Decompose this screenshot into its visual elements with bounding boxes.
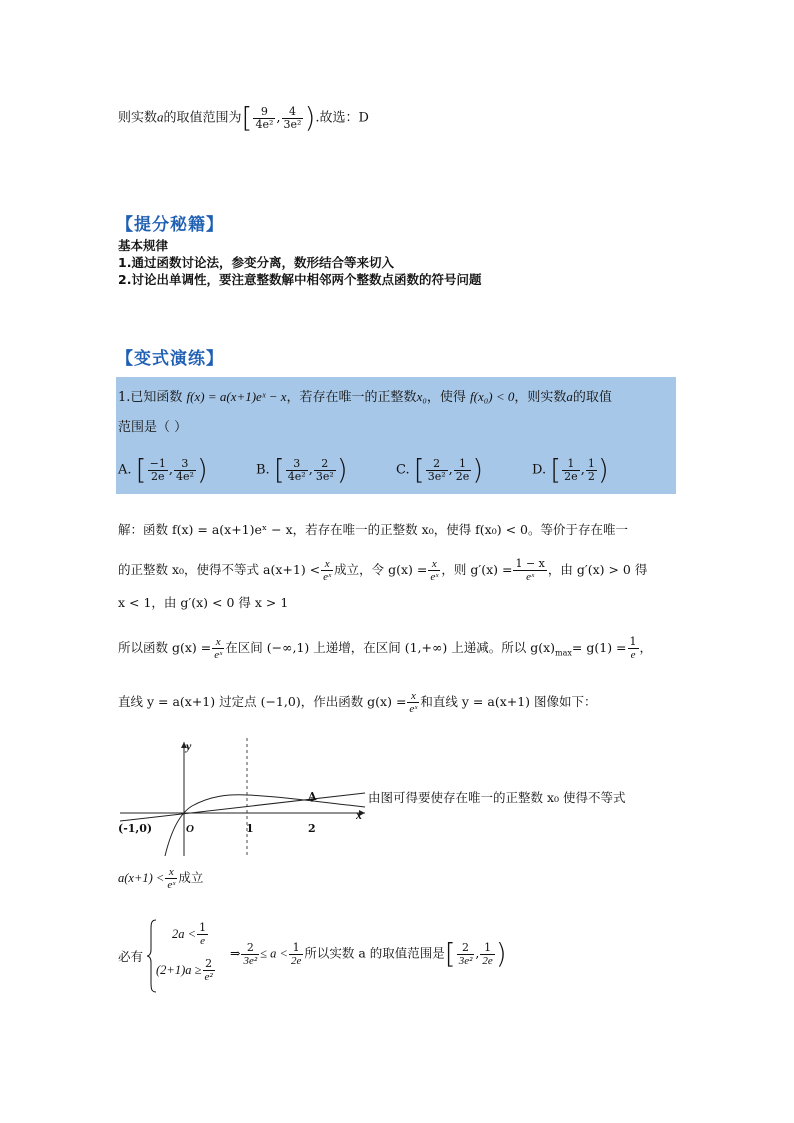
conclusion-line: 则实数a的取值范围为[ $\frac{9}{\text{4e²}}$ , $\frac{4}{\text{3e²}}$ ).故选：D — [118, 101, 369, 134]
question-line-1: 1.已知函数 f(x) = a(x+1)eˣ − x，若存在唯一的正整数x₀，使得 f(x₀) < 0，则实数a的取值 — [118, 389, 612, 405]
line-y-a-x-plus-1 — [120, 793, 365, 821]
solution-line-2: 的正整数 x₀，使得不等式 a(x+1) < $\frac{x}{\text{eˣ}}$ 成立，令 g(x) = $\frac{x}{\text{eˣ}}$ ，则 g′(x) = $\frac{1 - x}{\text{eˣ}}$ ，由 g′(x) > 0 得 — [118, 557, 648, 583]
tips-item-1: 1.通过函数讨论法，参变分离，数形结合等来切入 — [118, 255, 394, 270]
point-neg1-label: (-1,0) — [118, 822, 153, 835]
question-function: f(x) = a(x+1)eˣ − x — [186, 389, 287, 404]
question-line-2: 范围是（ ） — [118, 420, 188, 435]
must-label: 必有 — [118, 949, 144, 964]
tips-item-2: 2.讨论出单调性，要注意整数解中相邻两个整数点函数的符号问题 — [118, 272, 482, 287]
option-b[interactable]: B. [ $\frac{3}{\text{4e²}}$ , $\frac{2}{\text{3e²}}$ ) — [256, 453, 348, 486]
x-axis-label: x — [356, 808, 362, 822]
origin-label: O — [186, 823, 194, 835]
tick-2-label: 2 — [308, 822, 316, 835]
right-paren: ) — [304, 101, 316, 134]
function-graph — [110, 732, 380, 860]
solution-line-3: x < 1，由 g′(x) < 0 得 x > 1 — [118, 595, 289, 610]
tips-heading: 【提分秘籍】 — [116, 215, 224, 235]
var-a: a — [157, 109, 164, 125]
solution-line-1: 解：函数 f(x) = a(x+1)eˣ − x，若存在唯一的正整数 x₀，使得 f(x₀) < 0。等价于存在唯一 — [118, 522, 628, 537]
point-a-label: A — [308, 790, 317, 803]
option-c[interactable]: C. [ $\frac{2}{\text{3e²}}$ , $\frac{1}{2e}$ ) — [396, 453, 484, 486]
left-bracket: [ — [241, 101, 253, 134]
conclusion-prefix: 则实数 — [118, 110, 158, 126]
system-eq-1: 2a < $\frac{1}{e}$ — [172, 921, 207, 947]
system-eq-2: (2+1)a ≥ $\frac{2}{\text{e²}}$ — [156, 957, 213, 983]
solution-line-5: 直线 y = a(x+1) 过定点 (−1,0)，作出函数 g(x) = $\frac{x}{\text{eˣ}}$ 和直线 y = a(x+1) 图像如下： — [118, 690, 597, 715]
solution-line-4: 所以函数 g(x) = $\frac{x}{\text{eˣ}}$ 在区间 (−∞,1) 上递增，在区间 (1,+∞) 上递减。所以 $g(x)_{max}= g(1)$ = $\frac{1}{e}$ ， — [118, 635, 653, 661]
practice-heading: 【变式演练】 — [116, 349, 224, 369]
result-line: ⇒ $\frac{2}{\text{3e²}}$ ≤ a < $\frac{1}{2e}$ 所以实数 a 的取值范围是[ $\frac{2}{\text{3e²}}$ , $\frac{1}{2e}$ ) — [230, 937, 507, 970]
tick-1-label: 1 — [246, 822, 254, 835]
y-axis-label: y — [186, 739, 192, 753]
option-a[interactable]: A. [ $\frac{-1}{2e}$ , $\frac{3}{\text{4e²}}$ ) — [118, 453, 208, 486]
fraction: $\frac{4}{\text{3e²}}$ — [283, 104, 302, 131]
tips-subtitle: 基本规律 — [118, 238, 169, 253]
answer-choice: .故选：D — [315, 110, 369, 126]
after-graph-line: a(x+1) < $\frac{x}{\text{eˣ}}$ 成立 — [118, 866, 204, 891]
fraction: $\frac{9}{\text{4e²}}$ — [255, 104, 274, 131]
option-d[interactable]: D. [ $\frac{1}{2e}$ , $\frac{1}{2}$ ) — [532, 453, 609, 486]
conclusion-mid: 的取值范围为 — [163, 110, 242, 126]
graph-side-note: 由图可得要使存在唯一的正整数 x₀ 使得不等式 — [368, 790, 626, 805]
